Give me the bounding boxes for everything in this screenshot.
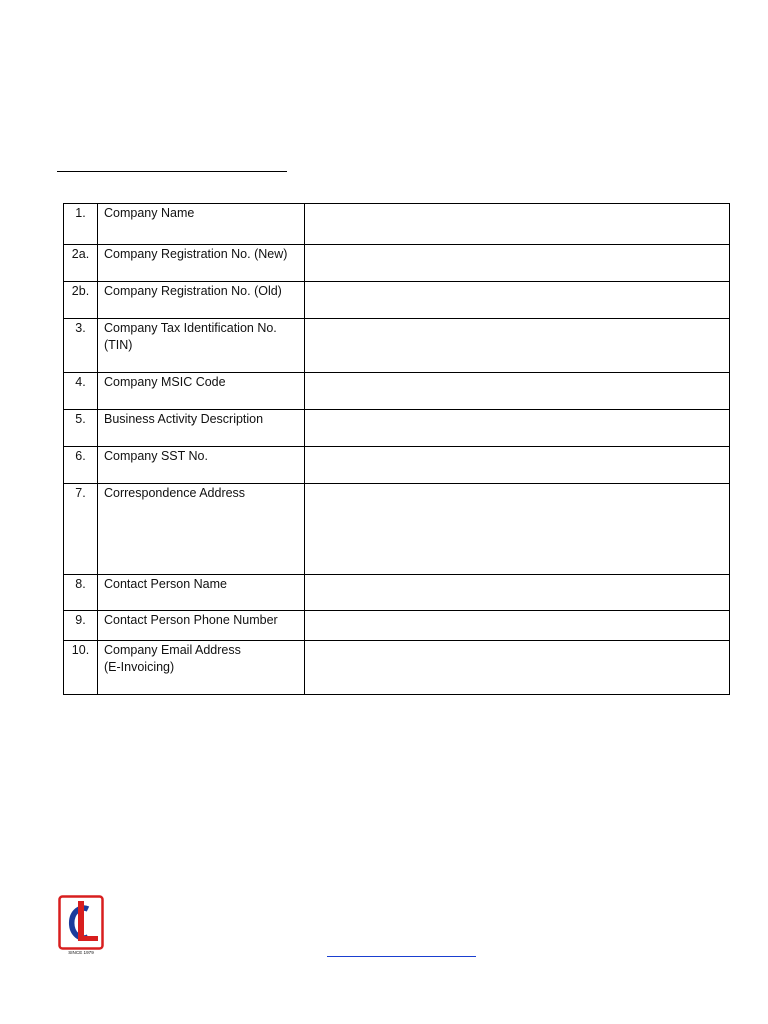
row-number: 5. <box>64 410 98 447</box>
row-number: 4. <box>64 373 98 410</box>
field-label: Business Activity Description <box>98 410 305 447</box>
contact-phone-field[interactable] <box>305 611 730 641</box>
field-label: Company MSIC Code <box>98 373 305 410</box>
table-row <box>64 282 730 319</box>
field-label: Company Tax Identification No. (TIN) <box>98 319 305 373</box>
table-row <box>64 410 730 447</box>
field-label: Contact Person Name <box>98 575 305 611</box>
table-row <box>64 447 730 484</box>
row-number: 10. <box>64 641 98 695</box>
company-email-field[interactable] <box>305 641 730 695</box>
company-name-field[interactable] <box>305 204 730 245</box>
row-number: 2b. <box>64 282 98 319</box>
row-number: 7. <box>64 484 98 575</box>
business-activity-field[interactable] <box>305 410 730 447</box>
table-row <box>64 611 730 641</box>
table-row <box>64 641 730 695</box>
row-number: 3. <box>64 319 98 373</box>
lc-logo-icon <box>58 895 104 955</box>
registration-old-field[interactable] <box>305 282 730 319</box>
tin-field[interactable] <box>305 319 730 373</box>
table-row <box>64 484 730 575</box>
field-label-line: Company Email Address <box>104 643 241 657</box>
contact-person-name-field[interactable] <box>305 575 730 611</box>
table-row <box>64 575 730 611</box>
row-number: 9. <box>64 611 98 641</box>
correspondence-address-field[interactable] <box>305 484 730 575</box>
table-row <box>64 204 730 245</box>
field-label: Correspondence Address <box>98 484 305 575</box>
field-label: Company Registration No. (Old) <box>98 282 305 319</box>
row-number: 2a. <box>64 245 98 282</box>
field-label-line: (E-Invoicing) <box>104 660 175 674</box>
signature-line <box>57 171 287 172</box>
row-number: 8. <box>64 575 98 611</box>
table-row <box>64 319 730 373</box>
row-number: 6. <box>64 447 98 484</box>
logo-letter-l-stem <box>78 901 84 941</box>
field-label <box>98 641 305 695</box>
msic-code-field[interactable] <box>305 373 730 410</box>
field-label: Company Registration No. (New) <box>98 245 305 282</box>
link-underline <box>327 956 476 957</box>
row-number: 1. <box>64 204 98 245</box>
field-label: Company SST No. <box>98 447 305 484</box>
table-row <box>64 245 730 282</box>
logo-since-text: SINCE 1979 <box>68 950 94 955</box>
registration-new-field[interactable] <box>305 245 730 282</box>
field-label: Company Name <box>98 204 305 245</box>
sst-number-field[interactable] <box>305 447 730 484</box>
field-label: Contact Person Phone Number <box>98 611 305 641</box>
logo-letter-l-foot <box>78 936 98 941</box>
company-info-form <box>63 203 730 695</box>
table-row <box>64 373 730 410</box>
